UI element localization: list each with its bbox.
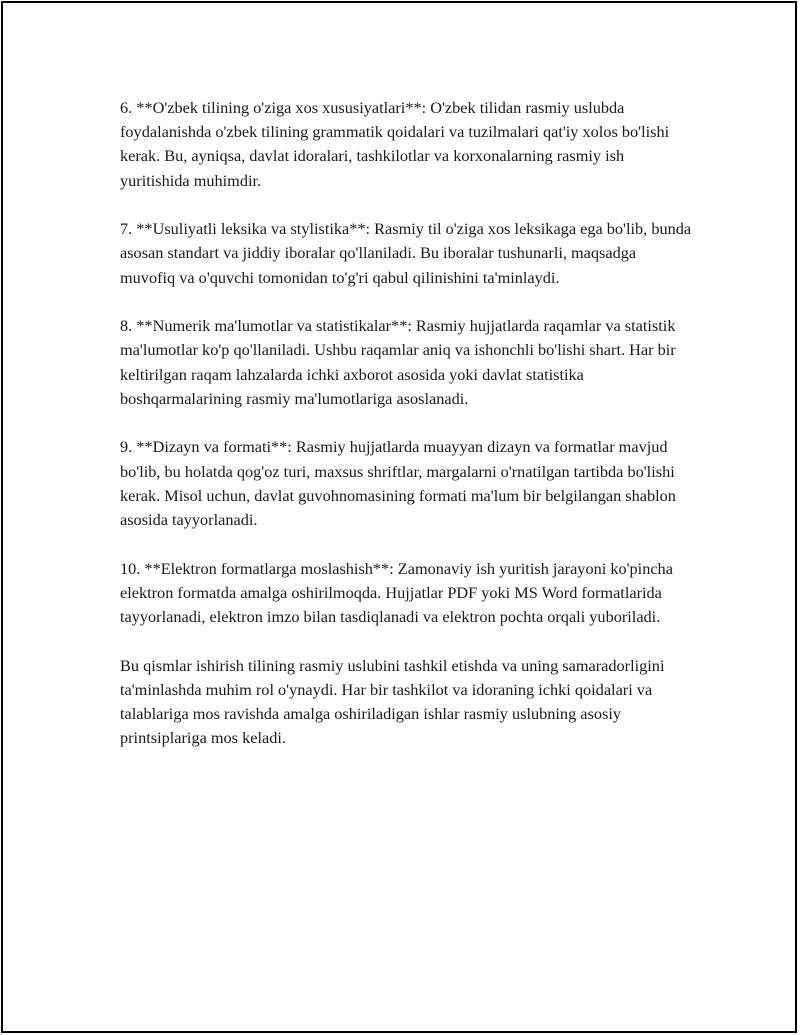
document-body [120,96,692,775]
paragraph-item-6: 6. **O'zbek tilining o'ziga xos xususiyatlari**: O'zbek tilidan rasmiy uslubda foydalanishda o'zbek tilining grammatik qoidalari va tuzilmalari qat'iy xolos bo'lishi kerak. Bu, ayniqsa, davlat idoralari, tashkilotlar va korxonalarning rasmiy ish yuritishida muhimdir. [120,98,670,190]
paragraph-item-7: 7. **Usuliyatli leksika va stylistika**: Rasmiy til o'ziga xos leksikaga ega bo'lib, bunda asosan standart va jiddiy iboralar qo'llaniladi. Bu iboralar tushunarli, maqsadga muvofiq va o'quvchi tomonidan to'g'ri qabul qilinishini ta'minlaydi. [120,219,692,287]
paragraph-item-9: 9. **Dizayn va formati**: Rasmiy hujjatlarda muayyan dizayn va formatlar mavjud bo'lib, bu holatda qog'oz turi, maxsus shriftlar, margalarni o'rnatilgan tartibda bo'lishi kerak. Misol uchun, davlat guvohnomasining formati ma'lum bir belgilangan shablon asosida tayyorlanadi. [120,437,676,530]
paragraph-item-10: 10. **Elektron formatlarga moslashish**: Zamonaviy ish yuritish jarayoni ko'pincha elektron formatda amalga oshirilmoqda. Hujjatlar PDF yoki MS Word formatlarida tayyorlanadi, elektron imzo bilan tasdiqlanadi va elektron pochta orqali yuboriladi. [120,558,673,627]
page-frame [1,1,797,1033]
paragraph-item-8: 8. **Numerik ma'lumotlar va statistikalar**: Rasmiy hujjatlarda raqamlar va statistik ma'lumotlar ko'p qo'llaniladi. Ushbu raqamlar aniq va ishonchli bo'lishi shart. Har bir keltirilgan raqam lahzalarda ichki axborot asosida yoki davlat statistika boshqarmalarining rasmiy ma'lumotlariga asoslanadi. [120,316,676,408]
paragraph-conclusion: Bu qismlar ishirish tilining rasmiy uslubini tashkil etishda va uning samaradorligini ta'minlashda muhim rol o'ynaydi. Har bir tashkilot va idoraning ichki qoidalari va talablariga mos ravishda amalga oshiriladigan ishlar rasmiy uslubning asosiy printsiplariga mos keladi. [120,655,665,748]
